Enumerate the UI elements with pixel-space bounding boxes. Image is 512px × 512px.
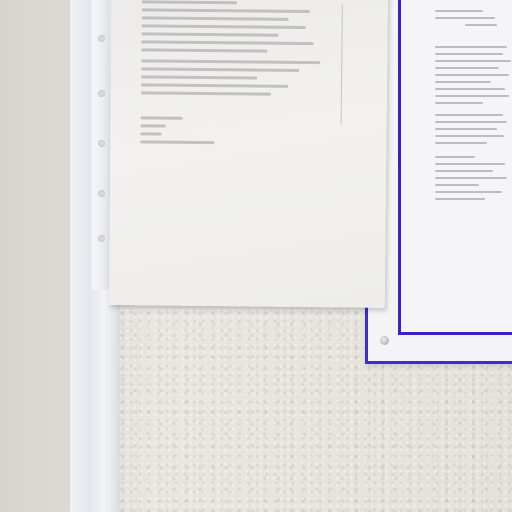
frame-screw: [380, 336, 389, 345]
paper-text-lines: [140, 0, 352, 150]
paper-sheet: [109, 0, 388, 308]
wall-shadow: [0, 0, 75, 512]
punch-hole: [98, 190, 105, 197]
punch-hole: [98, 35, 105, 42]
punch-hole: [98, 90, 105, 97]
punch-hole: [98, 140, 105, 147]
punch-hole: [98, 235, 105, 242]
framed-document-text: [435, 10, 512, 205]
